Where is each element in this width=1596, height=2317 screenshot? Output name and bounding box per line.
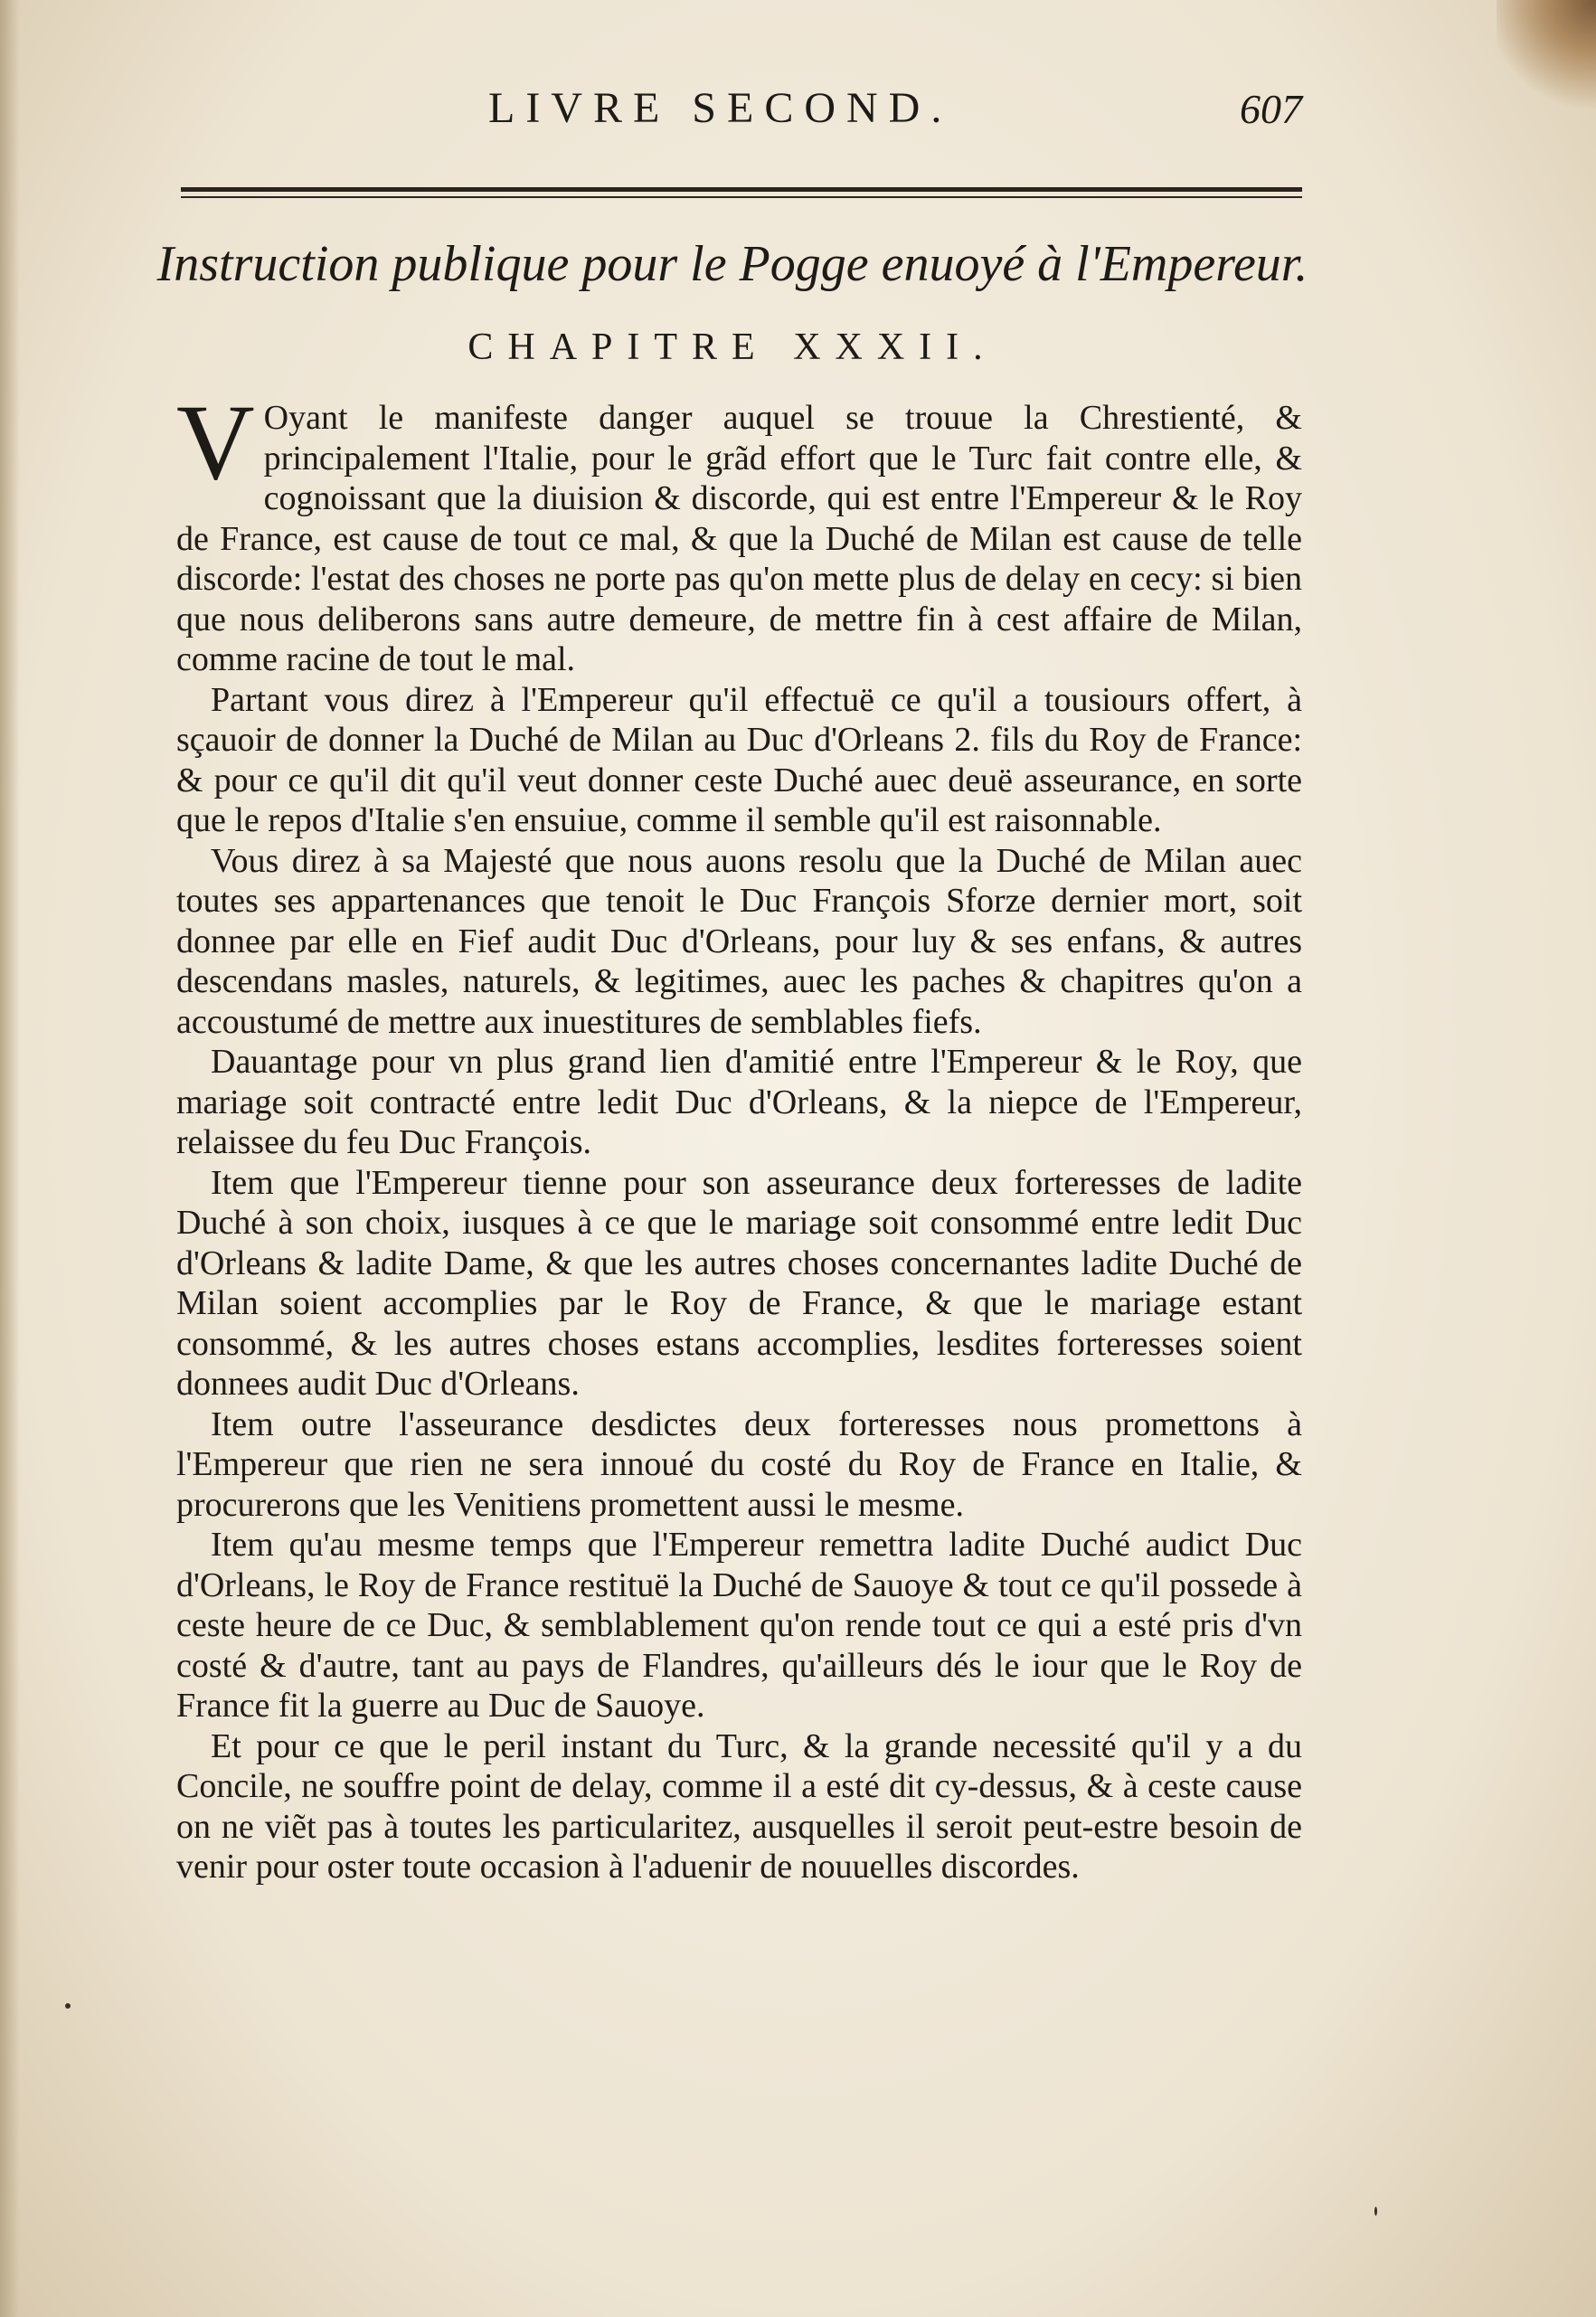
running-title: LIVRE SECOND. [488, 84, 953, 132]
paragraph: Vous direz à sa Majesté que nous auons resolu que la Duché de Milan auec toutes ses appartenances que tenoit le Duc François Sforze dernier mort, soit donnee par elle en Fief audit Duc d'Orleans, pour luy & ses enfans, & autres descendans masles, naturels, & legitimes, auec les paches & chapitres qu'on a accoustumé de mettre aux inuestitures de semblables fiefs. [176, 841, 1302, 1041]
header-rule-thin [181, 196, 1302, 198]
drop-cap: V [176, 382, 255, 502]
paragraph: Item qu'au mesme temps que l'Empereur remettra ladite Duché audict Duc d'Orleans, le Roy de France restituë la Duché de Sauoye & tout ce qu'il possede à ceste heure de ce Duc, & semblablement qu'on rende tout ce qui a esté pris d'vn costé & d'autre, tant au pays de Flandres, qu'ailleurs dés le iour que le Roy de France fit la guerre au Duc de Sauoye. [176, 1526, 1302, 1725]
running-head [181, 83, 1302, 147]
page-number: 607 [1240, 86, 1302, 132]
paragraph: Dauantage pour vn plus grand lien d'amitié entre l'Empereur & le Roy, que mariage soit contracté entre ledit Duc d'Orleans, & la niepce de l'Empereur, relaissee du feu Duc François. [176, 1043, 1302, 1161]
header-rule-thick [181, 187, 1302, 192]
section-title: Instruction publique pour le Pogge enuoyé à l'Empereur. [156, 236, 1308, 292]
paragraph: Partant vous direz à l'Empereur qu'il effectuë ce qu'il a tousiours offert, à sçauoir de donner la Duché de Milan au Duc d'Orleans 2. fils du Roy de France: & pour ce qu'il dit qu'il veut donner ceste Duché auec deuë asseurance, en sorte que le repos d'Italie s'en ensuiue, comme il semble qu'il est raisonnable. [176, 680, 1302, 839]
paragraph: Item que l'Empereur tienne pour son asseurance deux forteresses de ladite Duché à son choix, iusques à ce que le mariage soit consommé entre ledit Duc d'Orleans & ladite Dame, & que les autres choses concernantes ladite Duché de Milan soient accomplies par le Roy de France, & que le mariage estant consommé, & les autres choses estans accomplies, lesdites forteresses soient donnees audit Duc d'Orleans. [176, 1163, 1302, 1403]
paragraph-text: Oyant le manifeste danger auquel se trouue la Chrestienté, & principalement l'Italie, pour le grãd effort que le Turc fait contre elle, & cognoissant que la diuision & discorde, qui est entre l'Empereur & le Roy de France, est cause de tout ce mal, & que la Duché de Milan est cause de telle discorde: l'estat des choses ne porte pas qu'on mette plus de delay en cecy: si bien que nous deliberons sans autre demeure, de mettre fin à cest affaire de Milan, comme racine de tout le mal. [176, 399, 1302, 678]
chapter-heading: CHAPITRE XXXII. [467, 326, 997, 368]
body-text [176, 382, 1302, 1887]
gutter-shadow [0, 0, 20, 2317]
paragraph: Et pour ce que le peril instant du Turc, & la grande necessité qu'il y a du Concile, ne souffre point de delay, comme il a esté dit cy-dessus, & à ceste cause on ne viẽt pas à toutes les particularitez, ausquelles il seroit peut-estre besoin de venir pour oster toute occasion à l'aduenir de nouuelles discordes. [176, 1726, 1302, 1886]
ink-speck [1374, 2207, 1377, 2216]
paragraph: Item outre l'asseurance desdictes deux forteresses nous promettons à l'Empereur que rien ne sera innoué du costé du Roy de France en Italie, & procurerons que les Venitiens promettent aussi le mesme. [176, 1404, 1302, 1524]
corner-stain [1497, 0, 1596, 109]
paragraph [176, 382, 1302, 680]
ink-speck [65, 2003, 71, 2009]
